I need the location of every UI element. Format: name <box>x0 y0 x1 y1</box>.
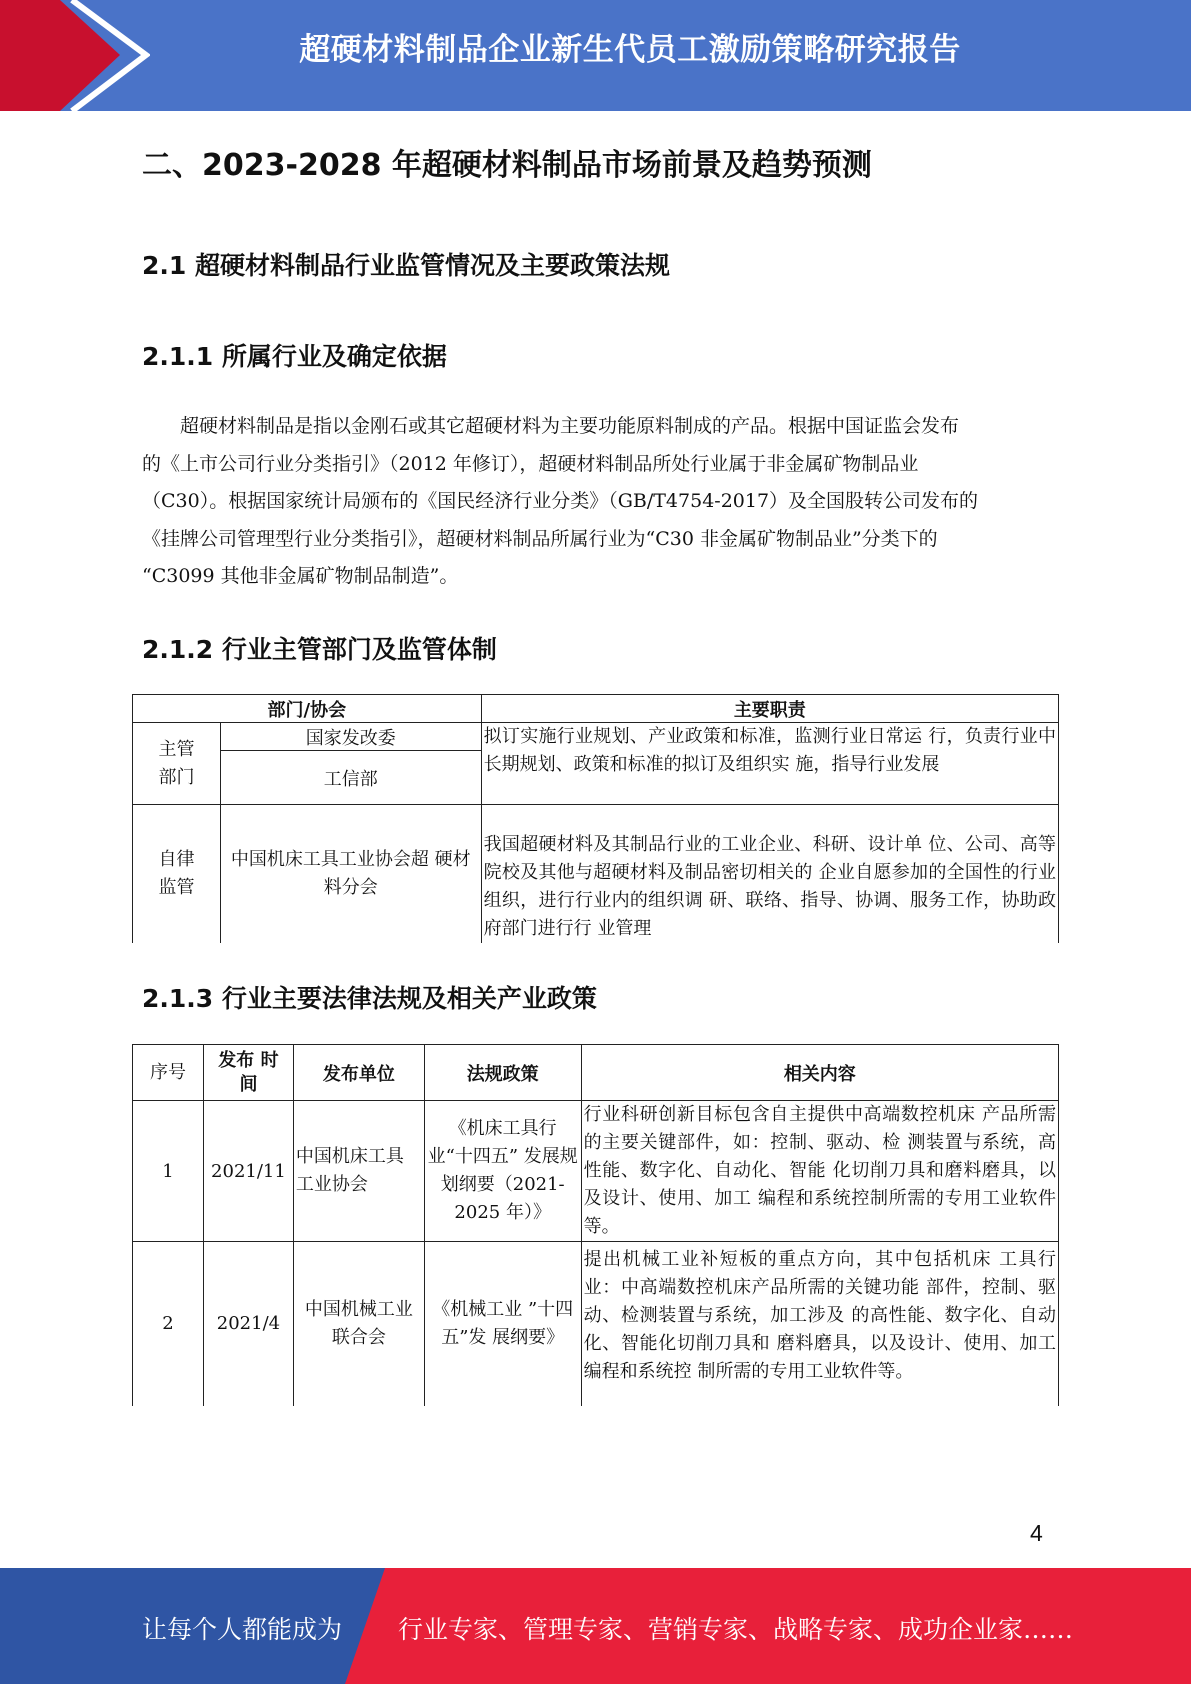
table-row <box>133 1242 1059 1406</box>
table-cell: 中国机床工具工业协会 <box>293 1101 424 1242</box>
body-paragraph <box>142 408 1047 596</box>
table-cell: 2 <box>133 1242 204 1406</box>
paragraph-line: 超硬材料制品是指以金刚石或其它超硬材料为主要功能原料制成的产品。根据中国证监会发布 <box>142 415 960 437</box>
subsection-heading-2-1-3: 2.1.3 行业主要法律法规及相关产业政策 <box>142 984 597 1013</box>
duty-cell: 我国超硬材料及其制品行业的工业企业、科研、设计单 位、公司、高等院校及其他与超硬材料及制品密切相关的 企业自愿参加的全国性的行业组织，进行行业内的组织调 研、联络、指导、协调、服务工作，协助政府部门进行行 业管理 <box>481 805 1058 943</box>
table-cell: 中国机械工业联合会 <box>293 1242 424 1406</box>
table-header: 相关内容 <box>581 1045 1058 1101</box>
table-cell: 提出机械工业补短板的重点方向，其中包括机床 工具行业：中高端数控机床产品所需的关键功能 部件，控制、驱动、检测装置与系统，加工涉及 的高性能、数字化、自动化、智能化切削刀具和 磨料磨具，以及设计、使用、加工编程和系统控 制所需的专用工业软件等。 <box>581 1242 1058 1406</box>
table-cell: 行业科研创新目标包含自主提供中高端数控机床 产品所需的主要关键部件，如：控制、驱动、检 测装置与系统，高性能、数字化、自动化、智能 化切削刀具和磨料磨具，以及设计、使用、加工 编程和系统控制所需的专用工业软件等。 <box>581 1101 1058 1242</box>
duty-cell: 拟订实施行业规划、产业政策和标准，监测行业日常运 行，负责行业中长期规划、政策和标准的拟订及组织实 施，指导行业发展 <box>481 723 1058 805</box>
subsection-heading-2-1-2: 2.1.2 行业主管部门及监管体制 <box>142 635 497 664</box>
subsection-heading-2-1: 2.1 超硬材料制品行业监管情况及主要政策法规 <box>142 251 670 280</box>
table-header: 主要职责 <box>481 695 1058 723</box>
paragraph-line: “C3099 其他非金属矿物制品制造”。 <box>142 565 459 587</box>
header-red-chevron <box>0 0 150 111</box>
table-cell: 《机床工具行 业“十四五” 发展规划纲要（2021-2025 年）》 <box>424 1101 581 1242</box>
table-header: 发布单位 <box>293 1045 424 1101</box>
regulator-table <box>132 694 1059 943</box>
footer-slogan-right: 行业专家、管理专家、营销专家、战略专家、成功企业家…… <box>398 1615 1074 1644</box>
table-header: 法规政策 <box>424 1045 581 1101</box>
report-title: 超硬材料制品企业新生代员工激励策略研究报告 <box>299 32 961 68</box>
table-row <box>133 1101 1059 1242</box>
subsection-heading-2-1-1: 2.1.1 所属行业及确定依据 <box>142 342 447 371</box>
table-header: 发布 时间 <box>203 1045 293 1101</box>
page-number: 4 <box>1030 1520 1043 1546</box>
section-heading: 二、2023-2028 年超硬材料制品市场前景及趋势预测 <box>142 148 872 183</box>
table-cell: 2021/11 <box>203 1101 293 1242</box>
table-cell: 工信部 <box>220 751 481 805</box>
table-cell: 2021/4 <box>203 1242 293 1406</box>
group-label: 主管 部门 <box>133 723 221 805</box>
group-label: 自律 监管 <box>133 805 221 943</box>
table-header: 部门/协会 <box>133 695 482 723</box>
policy-table <box>132 1044 1059 1406</box>
table-cell: 1 <box>133 1101 204 1242</box>
table-cell: 《机械工业 ”十四五”发 展纲要》 <box>424 1242 581 1406</box>
paragraph-line: 的《上市公司行业分类指引》（2012 年修订），超硬材料制品所处行业属于非金属矿物制品业 <box>142 452 919 475</box>
table-cell: 中国机床工具工业协会超 硬材料分会 <box>220 805 481 943</box>
table-header: 序号 <box>133 1045 204 1101</box>
paragraph-line: 《挂牌公司管理型行业分类指引》，超硬材料制品所属行业为“C30 非金属矿物制品业”分类下的 <box>142 527 938 550</box>
table-cell: 国家发改委 <box>220 723 481 751</box>
paragraph-line: （C30）。根据国家统计局颁布的《国民经济行业分类》（GB/T4754-2017）及全国股转公司发布的 <box>142 490 979 512</box>
footer-slogan-left: 让每个人都能成为 <box>142 1615 343 1644</box>
